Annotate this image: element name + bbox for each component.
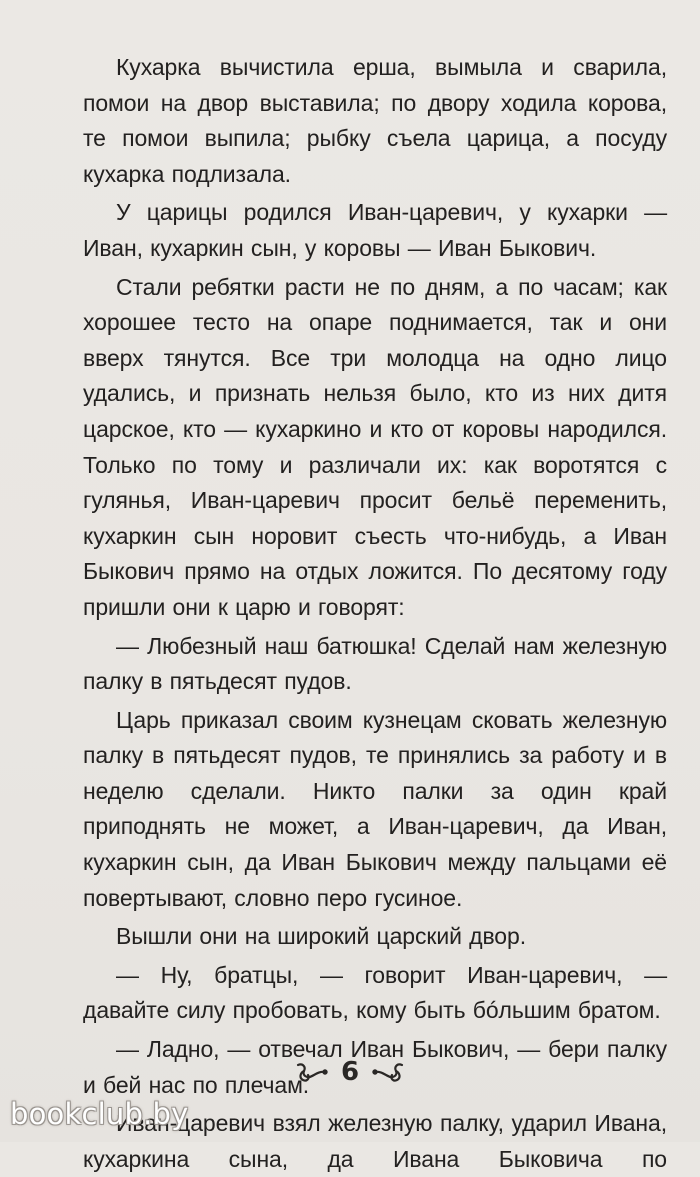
watermark: bookclub.by bbox=[10, 1097, 189, 1131]
page-text bbox=[83, 50, 667, 1177]
floral-ornament-left-icon bbox=[295, 1059, 329, 1085]
paragraph: Царь приказал своим кузнецам сковать железную палку в пятьдесят пудов, те принялись за работу и в неделю сделали. Никто палки за один край приподнять не может, а Иван-царевич, да Иван, кухаркин сын, да Иван Быкович между пальцами её повертывают, словно перо гусиное. bbox=[83, 706, 667, 911]
paragraph: — Любезный наш батюшка! Сделай нам железную палку в пятьдесят пудов. bbox=[83, 632, 667, 695]
paragraph: Иван-царевич взял железную палку, ударил Ивана, кухаркина сына, да Ивана Быковича по bbox=[83, 1110, 667, 1172]
paragraph: Вышли они на широкий царский двор. bbox=[116, 923, 526, 950]
paragraph: — Ну, братцы, — говорит Иван-царевич, — давайте силу пробовать, кому быть бóльшим братом. bbox=[83, 961, 667, 1024]
paragraph: Стали ребятки расти не по дням, а по часам; как хорошее тесто на опаре поднимается, так и они вверх тянутся. Все три молодца на одно лицо удались, и признать нельзя было, кто из них дитя царское, кто — кухаркино и кто от коровы народился. Только по тому и различали их: как воротятся с гулянья, Иван-царевич просит бельё переменить, кухаркин сын норовит съесть что-нибудь, а Иван Быкович прямо на отдых ложится. По десятому году пришли они к царю и говорят: bbox=[83, 273, 667, 620]
paragraph: — Ладно, — отвечал Иван Быкович, — бери палку и бей нас по плечам. bbox=[83, 1036, 667, 1098]
page-number: 6 bbox=[340, 1057, 360, 1087]
paragraph: У царицы родился Иван-царевич, у кухарки — Иван, кухаркин сын, у коровы — Иван Быкович. bbox=[83, 199, 667, 261]
page-footer bbox=[0, 1052, 700, 1092]
paragraph: Кухарка вычистила ерша, вымыла и сварила, помои на двор выставила; по двору ходила корова, те помои выпила; рыбку съела царица, а посуду кухарка подлизала. bbox=[83, 54, 667, 187]
floral-ornament-right-icon bbox=[371, 1059, 405, 1085]
